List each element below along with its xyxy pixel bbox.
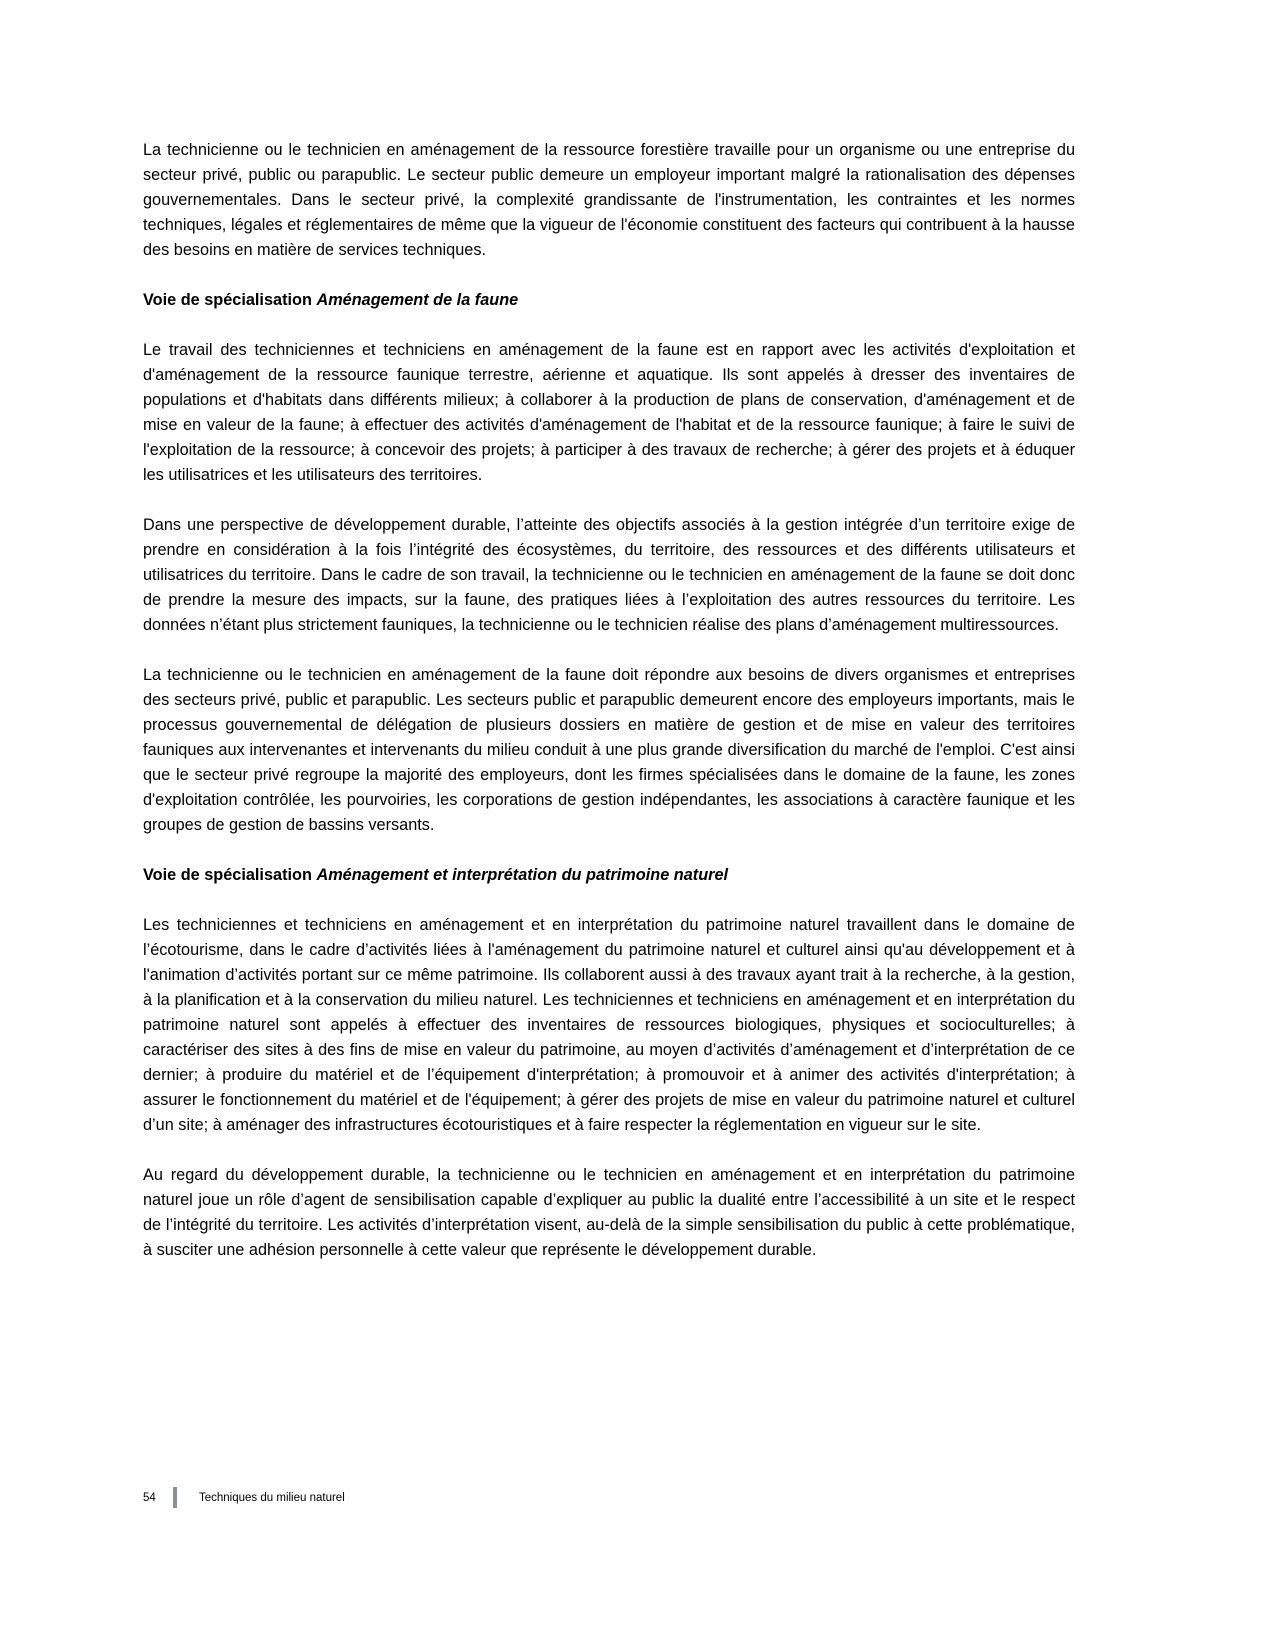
heading-specialisation-title: Aménagement et interprétation du patrimoine naturel [316, 866, 729, 884]
section-heading-amenagement-faune [143, 288, 1075, 313]
paragraph-besoins-organismes: La technicienne ou le technicien en aménagement de la faune doit répondre aux besoins de divers organismes et entreprises des secteurs privé, public et parapublic. Les secteurs public et parapublic demeurent encore des employeurs importants, mais le processus gouvernemental de délégation de plusieurs dossiers en matière de gestion et de mise en valeur des territoires fauniques aux intervenantes et intervenants du milieu conduit à une plus grande diversification du marché de l'emploi. C'est ainsi que le secteur privé regroupe la majorité des employeurs, dont les firmes spécialisées dans le domaine de la faune, les zones d'exploitation contrôlée, les pourvoiries, les corporations de gestion indépendantes, les associations à caractère faunique et les groupes de gestion de bassins versants. [143, 666, 1075, 834]
paragraph-developpement-durable: Dans une perspective de développement durable, l’atteinte des objectifs associés à la gestion intégrée d’un territoire exige de prendre en considération à la fois l’intégrité des écosystèmes, du territoire, des ressources et des différents utilisateurs et utilisatrices du territoire. Dans le cadre de son travail, la technicienne ou le technicien en aménagement de la faune se doit donc de prendre la mesure des impacts, sur la faune, des pratiques liées à l’exploitation des autres ressources du territoire. Les données n’étant plus strictement fauniques, la technicienne ou le technicien réalise des plans d’aménagement multiressources. [143, 516, 1075, 634]
footer-divider [173, 1487, 177, 1508]
footer-label: Techniques du milieu naturel [199, 1491, 345, 1504]
paragraph-intro-forestiere: La technicienne ou le technicien en aménagement de la ressource forestière travaille pour un organisme ou une entreprise du secteur privé, public ou parapublic. Le secteur public demeure un employeur important malgré la rationalisation des dépenses gouvernementales. Dans le secteur privé, la complexité grandissante de l'instrumentation, les contraintes et les normes techniques, légales et réglementaires de même que la vigueur de l'économie constituent des facteurs qui contribuent à la hausse des besoins en matière de services techniques. [143, 141, 1075, 259]
document-body [143, 138, 1075, 1288]
page-number: 54 [143, 1491, 156, 1504]
paragraph-travail-faune: Le travail des techniciennes et techniciens en aménagement de la faune est en rapport avec les activités d'exploitation et d'aménagement de la ressource faunique terrestre, aérienne et aquatique. Ils sont appelés à dresser des inventaires de populations et d'habitats dans différents milieux; à collaborer à la production de plans de conservation, d'aménagement et de mise en valeur de la faune; à effectuer des activités d'aménagement de l'habitat et de la ressource faunique; à faire le suivi de l'exploitation de la ressource; à concevoir des projets; à participer à des travaux de recherche; à gérer des projets et à éduquer les utilisatrices et les utilisateurs des territoires. [143, 341, 1075, 484]
heading-prefix: Voie de spécialisation [143, 291, 317, 309]
page-footer [143, 1487, 345, 1508]
section-heading-patrimoine-naturel [143, 863, 1075, 888]
paragraph-interpretation-patrimoine: Les techniciennes et techniciens en aménagement et en interprétation du patrimoine naturel travaillent dans le domaine de l’écotourisme, dans le cadre d’activités liées à l'aménagement du patrimoine naturel et culturel ainsi qu'au développement et à l'animation d’activités portant sur ce même patrimoine. Ils collaborent aussi à des travaux ayant trait à la recherche, à la gestion, à la planification et à la conservation du milieu naturel. Les techniciennes et techniciens en aménagement et en interprétation du patrimoine naturel sont appelés à effectuer des inventaires de ressources biologiques, physiques et socioculturelles; à caractériser des sites à des fins de mise en valeur du patrimoine, au moyen d’activités d’aménagement et d’interprétation de ce dernier; à produire du matériel et de l’équipement d'interprétation; à promouvoir et à animer des activités d'interprétation; à assurer le fonctionnement du matériel et de l'équipement; à gérer des projets de mise en valeur du patrimoine naturel et culturel d’un site; à aménager des infrastructures écotouristiques et à faire respecter la réglementation en vigueur sur le site. [143, 916, 1075, 1134]
heading-prefix: Voie de spécialisation [143, 866, 317, 884]
heading-specialisation-title: Aménagement de la faune [316, 291, 519, 309]
paragraph-sensibilisation: Au regard du développement durable, la technicienne ou le technicien en aménagement et en interprétation du patrimoine naturel joue un rôle d’agent de sensibilisation capable d’expliquer au public la dualité entre l’accessibilité à un site et le respect de l’intégrité du territoire. Les activités d’interprétation visent, au-delà de la simple sensibilisation du public à cette problématique, à susciter une adhésion personnelle à cette valeur que représente le développement durable. [143, 1166, 1075, 1259]
